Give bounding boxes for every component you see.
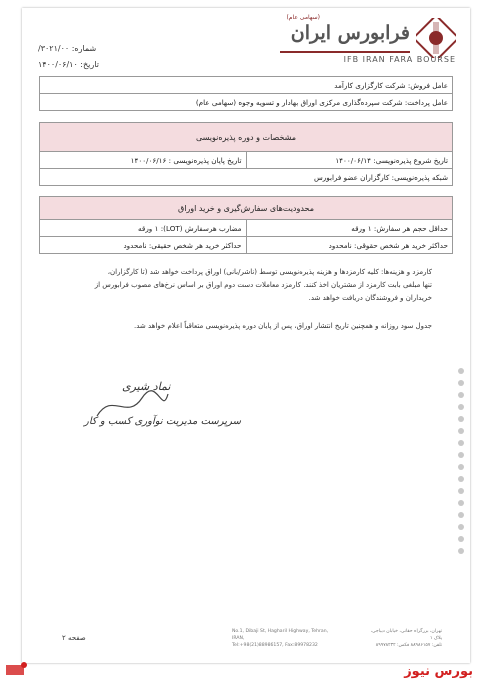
lot-size: مضارب هرسفارش (LOT): ۱ ورقه [40, 220, 247, 237]
document-page [22, 8, 470, 663]
subscription-end: تاریخ پایان پذیره‌نویسی : ۱۴۰۰/۰۶/۱۶ [40, 152, 247, 169]
agents-table [39, 76, 453, 111]
signature-name: نماد شیری [122, 380, 171, 393]
footer-address-fa: تهران، بزرگراه حقانی، خیابان دیباجی، پلاک ۱ تلفن: ۸۸۹۸۶۱۵۷ فکس: ۸۹۹۷۸۲۳۲ [370, 629, 442, 648]
seller-agent: عامل فروش: شرکت کارگزاری کارآمد [40, 77, 453, 94]
bourse-news-logo-icon [4, 659, 28, 679]
subscription-network: شبکه پذیره‌نویسی: کارگزاران عضو فرابورس [40, 169, 453, 186]
max-real: حداکثر خرید هر شخص حقیقی: نامحدود [40, 237, 247, 254]
subscription-table [39, 122, 453, 186]
footer-address-en: No.1, Dibaji St, Hagharil Highway, Tehran, IRAN, Tel:+98(21)88986157, Fax:89978232 [232, 629, 329, 648]
watermark-text: بورس نیوز [404, 664, 473, 679]
max-legal: حداکثر خرید هر شخص حقوقی: نامحدود [246, 237, 453, 254]
ifb-logo-icon [416, 18, 456, 58]
letter-number: شماره: ۳۰۲۱/۰۰/ [38, 44, 97, 53]
limits-table [39, 196, 453, 254]
logo-tag: (سهامی عام) [286, 14, 320, 21]
side-decoration [458, 368, 464, 578]
payer-agent: عامل پرداخت: شرکت سپرده‌گذاری مرکزی اوراق بهادار و تسویه وجوه (سهامی عام) [40, 94, 453, 111]
logo-underline [280, 51, 410, 53]
subscription-title: مشخصات و دوره پذیره‌نویسی [40, 123, 453, 152]
letter-date: تاریخ: ۱۴۰۰/۰۶/۱۰ [38, 60, 99, 69]
min-order: حداقل حجم هر سفارش: ۱ ورقه [246, 220, 453, 237]
fees-paragraph: کارمزد و هزینه‌ها: کلیه کارمزدها و هزینه پذیره‌نویسی توسط (ناشر/بانی) اوراق پرداخت خواهد شد (تا کارگزاران، تنها مبلغی بابت کارمزد از مشتریان اخذ کنند. کارمزد معاملات دست دوم اوراق بر اساس نرخ‌های مصوب فرابورس از خریداران و فروشندگان دریافت خواهد شد. [94, 268, 432, 302]
signature-title: سرپرست مدیریت نوآوری کسب و کار [84, 416, 241, 427]
subscription-start: تاریخ شروع پذیره‌نویسی: ۱۴۰۰/۰۶/۱۴ [246, 152, 453, 169]
schedule-paragraph: جدول سود روزانه و همچنین تاریخ انتشار اوراق، پس از پایان دوره پذیره‌نویسی متعاقباً اعلام خواهد شد. [133, 322, 432, 330]
logo-text-fa: فرابورس ایران [290, 22, 410, 44]
limits-title: محدودیت‌های سفارش‌گیری و خرید اوراق [40, 197, 453, 220]
page-number: صفحه ۲ [62, 634, 86, 642]
logo-text-en: IFB IRAN FARA BOURSE [343, 55, 456, 64]
